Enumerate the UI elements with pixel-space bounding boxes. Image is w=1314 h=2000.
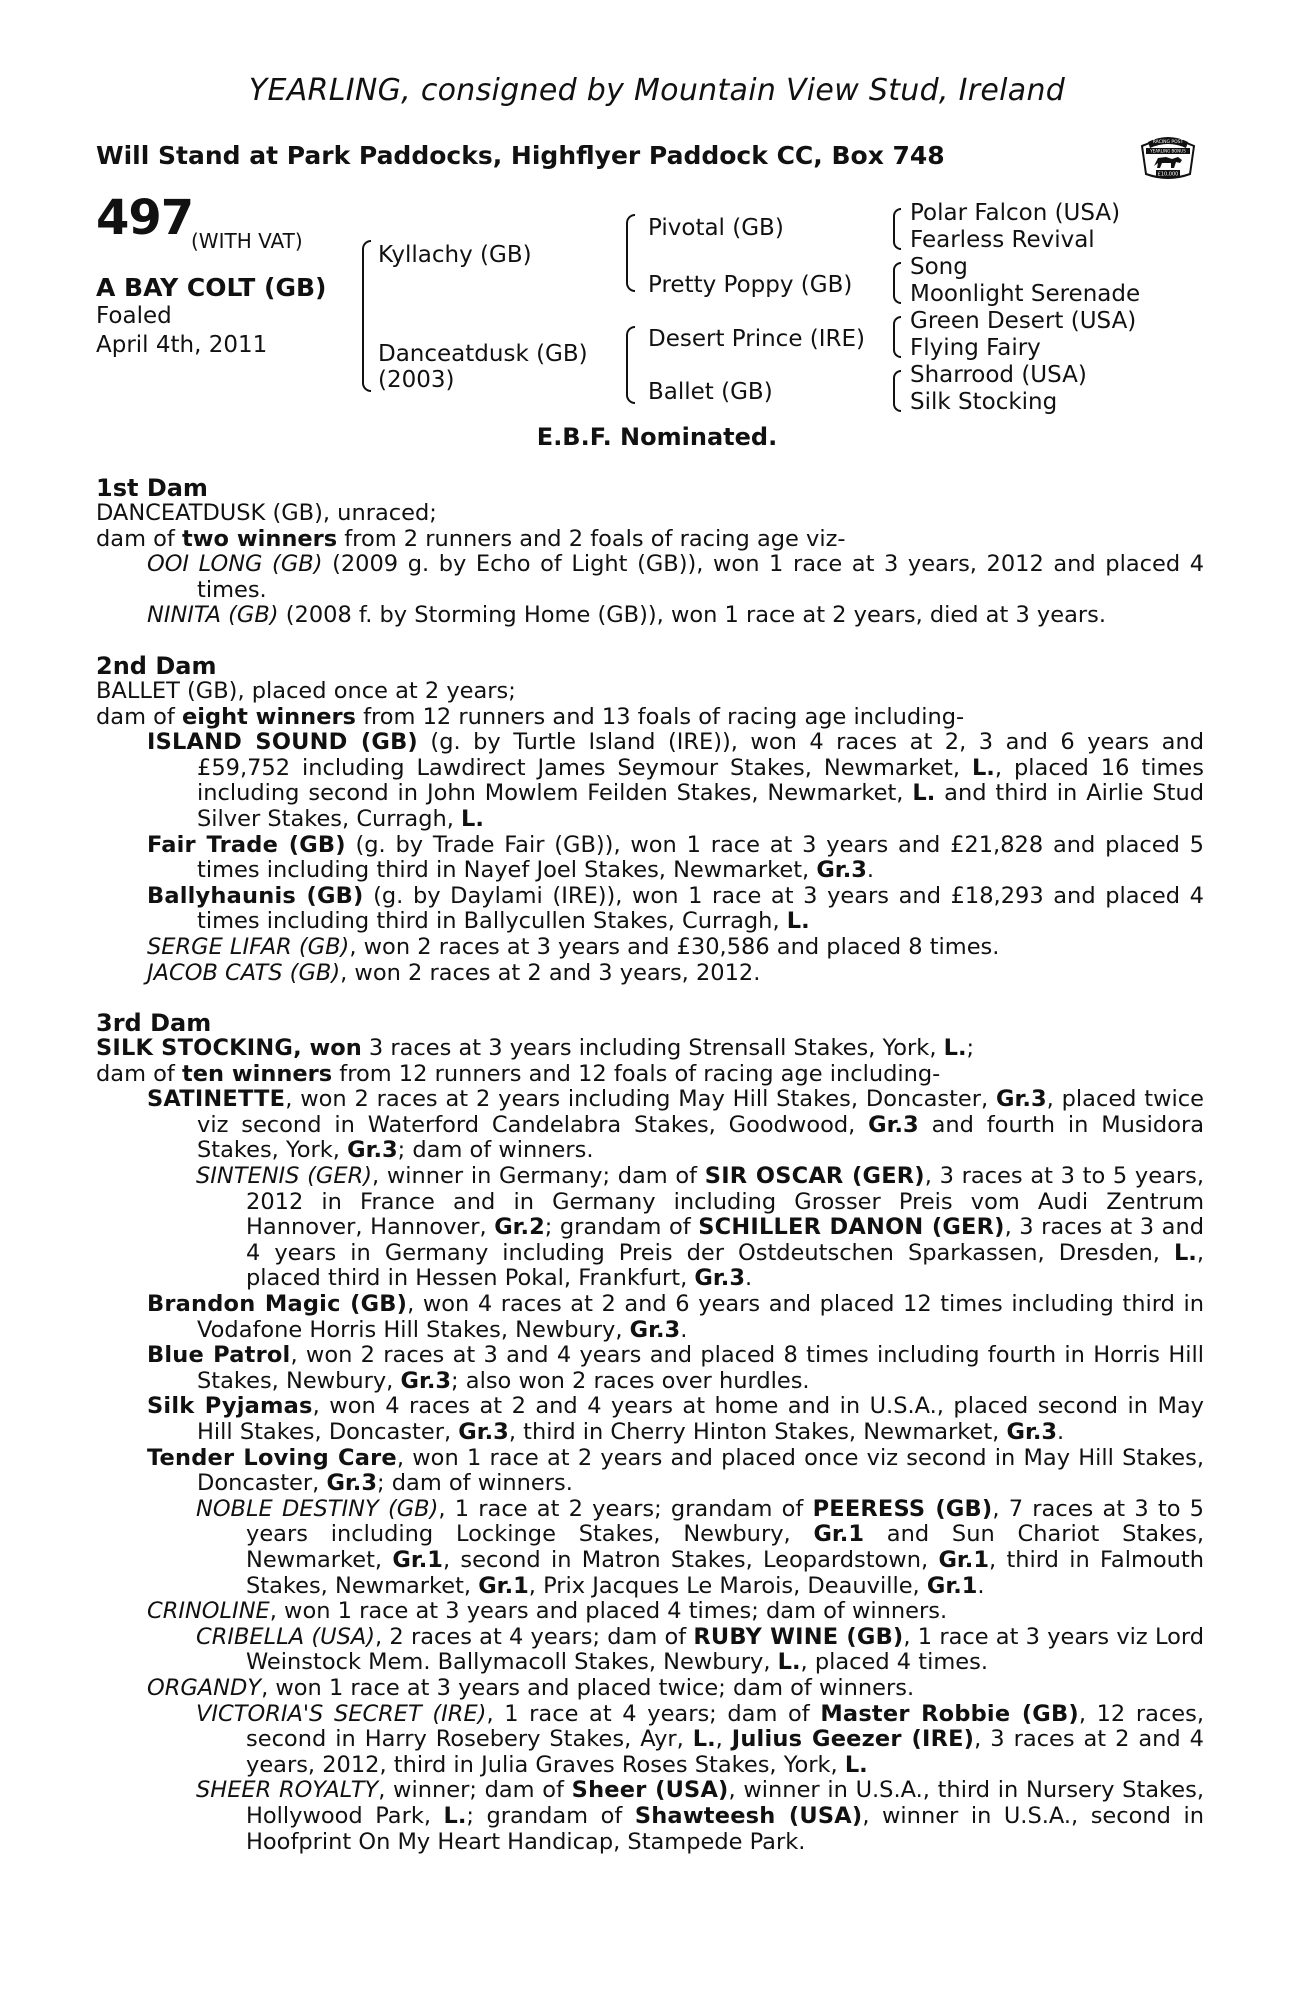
second-dam-summary: dam of eight winners from 12 runners and 13 foals of racing age including- (96, 703, 965, 730)
pedigree-ggp-4: Moonlight Serenade (910, 281, 1141, 307)
pedigree-brace-dam-parents (626, 326, 635, 404)
pedigree-ggp-6: Flying Fairy (910, 335, 1041, 361)
logo-text-mid: YEARLING BONUS (1150, 148, 1186, 154)
pedigree-brace-g3c (893, 316, 901, 358)
second-dam-line: BALLET (GB), placed once at 2 years; (96, 677, 516, 704)
foaled-block (96, 302, 267, 360)
pedigree-brace-sire-parents (626, 214, 635, 292)
foaled-date: April 4th, 2011 (96, 332, 268, 358)
ebf-nominated: E.B.F. Nominated. (536, 423, 778, 451)
first-dam-line: DANCEATDUSK (GB), unraced; (96, 500, 437, 526)
third-dam-progeny-organdy: ORGANDY, won 1 race at 3 years and placed twice; dam of winners. (147, 1674, 915, 1701)
third-dam-grandprogeny-sheer-royalty: SHEER ROYALTY, winner; dam of Sheer (USA), winner in U.S.A., third in Nursery Stakes, Hollywood Park, L.; grandam of Shawteesh (USA), winner in U.S.A., second in Hoofprint On My Heart Handicap, Stampede Park. (196, 1777, 1204, 1855)
second-dam-progeny-5: JACOB CATS (GB), won 2 races at 2 and 3 years, 2012. (147, 959, 761, 986)
second-dam-progeny-4: SERGE LIFAR (GB), won 2 races at 3 years and £30,586 and placed 8 times. (147, 933, 1000, 960)
pedigree-brace-g3d (893, 370, 901, 412)
racing-post-bonus-logo (1138, 130, 1198, 184)
third-dam-heading: 3rd Dam (96, 1009, 212, 1038)
second-dam-heading: 2nd Dam (96, 651, 217, 680)
third-dam-progeny-blue-patrol: Blue Patrol, won 2 races at 3 and 4 years and placed 8 times including fourth in Horris Hill Stakes, Newbury, Gr.3; also won 2 races over hurdles. (147, 1342, 1204, 1394)
logo-text-bottom: £10,000 (1157, 171, 1179, 178)
second-dam-progeny-2: Fair Trade (GB) (g. by Trade Fair (GB)), won 1 race at 3 years and £21,828 and placed 5 times including third in Nayef Joel Stakes, Newmarket, Gr.3. (147, 831, 1204, 884)
consignment-line: YEARLING, consigned by Mountain View Stud, Ireland (248, 73, 1066, 108)
pedigree-ggp-5: Green Desert (USA) (910, 308, 1137, 334)
pedigree-dam-year: (2003) (378, 367, 455, 393)
first-dam-progeny-2: NINITA (GB) (2008 f. by Storming Home (GB)), won 1 race at 2 years, died at 3 years. (147, 602, 1106, 629)
pedigree-sire-sire: Pivotal (GB) (648, 215, 784, 241)
pedigree-ggp-3: Song (910, 254, 968, 280)
third-dam-grandprogeny-sintenis: SINTENIS (GER), winner in Germany; dam of SIR OSCAR (GER), 3 races at 3 to 5 years, 2012 in France and in Germany including Grosser Preis vom Audi Zentrum Hannover, Hannover, Gr.2; grandam of SCHILLER DANON (GER), 3 races at 3 and 4 years in Germany including Preis der Ostdeutschen Sparkassen, Dresden, L., placed third in Hessen Pokal, Frankfurt, Gr.3. (196, 1163, 1205, 1292)
catalogue-body (96, 475, 1204, 1855)
logo-text-top: RACING POST (1152, 140, 1184, 145)
first-dam-heading: 1st Dam (96, 474, 208, 502)
pedigree-ggp-7: Sharrood (USA) (910, 362, 1087, 388)
pedigree-dam-sire: Desert Prince (IRE) (648, 326, 866, 352)
third-dam-progeny-silk-pyjamas: Silk Pyjamas, won 4 races at 2 and 4 years at home and in U.S.A., placed second in May Hill Stakes, Doncaster, Gr.3, third in Cherry Hinton Stakes, Newmarket, Gr.3. (147, 1393, 1204, 1445)
third-dam-grandprogeny-cribella: CRIBELLA (USA), 2 races at 4 years; dam of RUBY WINE (GB), 1 race at 3 years viz Lord Weinstock Mem. Ballymacoll Stakes, Newbury, L., placed 4 times. (196, 1623, 1204, 1676)
pedigree-dam-dam: Ballet (GB) (648, 379, 773, 405)
pedigree-dam: Danceatdusk (GB) (378, 341, 588, 367)
first-dam-summary: dam of two winners from 2 runners and 2 foals of racing age viz- (96, 525, 846, 552)
pedigree-brace-g3a (893, 208, 901, 250)
third-dam-progeny-brandon-magic: Brandon Magic (GB), won 4 races at 2 and 6 years and placed 12 times including third in Vodafone Horris Hill Stakes, Newbury, Gr.3. (147, 1291, 1204, 1343)
third-dam-line: SILK STOCKING, won 3 races at 3 years including Strensall Stakes, York, L.; (96, 1035, 975, 1062)
foaled-label: Foaled (96, 303, 172, 329)
pedigree-brace-g3b (893, 262, 901, 304)
third-dam-progeny-crinoline: CRINOLINE, won 1 race at 3 years and placed 4 times; dam of winners. (147, 1598, 948, 1625)
lot-name: A BAY COLT (GB) (96, 273, 327, 302)
location-line: Will Stand at Park Paddocks, Highflyer Paddock CC, Box 748 (96, 141, 945, 170)
pedigree-ggp-1: Polar Falcon (USA) (910, 200, 1121, 226)
third-dam-grandprogeny-noble-destiny: NOBLE DESTINY (GB), 1 race at 2 years; grandam of PEERESS (GB), 7 races at 3 to 5 years including Lockinge Stakes, Newbury, Gr.1 and Sun Chariot Stakes, Newmarket, Gr.1, second in Matron Stakes, Leopardstown, Gr.1, third in Falmouth Stakes, Newmarket, Gr.1, Prix Jacques Le Marois, Deauville, Gr.1. (196, 1495, 1204, 1599)
first-dam-progeny-1: OOI LONG (GB) (2009 g. by Echo of Light (GB)), won 1 race at 3 years, 2012 and placed 4 times. (147, 551, 1205, 603)
pedigree-ggp-8: Silk Stocking (910, 389, 1058, 415)
second-dam-progeny-3: Ballyhaunis (GB) (g. by Daylami (IRE)), won 1 race at 3 years and £18,293 and placed 4 times including third in Ballycullen Stakes, Curragh, L. (147, 882, 1204, 935)
third-dam-progeny-satinette: SATINETTE, won 2 races at 2 years including May Hill Stakes, Doncaster, Gr.3, placed twice viz second in Waterford Candelabra Stakes, Goodwood, Gr.3 and fourth in Musidora Stakes, York, Gr.3; dam of winners. (147, 1086, 1204, 1164)
lot-number: 497 (96, 190, 194, 246)
pedigree-brace-gen1 (362, 240, 371, 392)
third-dam-grandprogeny-victorias-secret: VICTORIA'S SECRET (IRE), 1 race at 4 years; dam of Master Robbie (GB), 12 races, second in Harry Rosebery Stakes, Ayr, L., Julius Geezer (IRE), 3 races at 2 and 4 years, 2012, third in Julia Graves Roses Stakes, York, L. (196, 1700, 1204, 1778)
pedigree-ggp-2: Fearless Revival (910, 227, 1095, 253)
pedigree-sire-dam: Pretty Poppy (GB) (648, 272, 853, 298)
third-dam-summary: dam of ten winners from 12 runners and 12 foals of racing age including- (96, 1060, 941, 1087)
second-dam-progeny-1: ISLAND SOUND (GB) (g. by Turtle Island (IRE)), won 4 races at 2, 3 and 6 years and £59,752 including Lawdirect James Seymour Stakes, Newmarket, L., placed 16 times including second in John Mowlem Feilden Stakes, Newmarket, L. and third in Airlie Stud Silver Stakes, Curragh, L. (147, 729, 1205, 832)
pedigree-sire: Kyllachy (GB) (378, 242, 532, 268)
third-dam-progeny-tender-loving-care: Tender Loving Care, won 1 race at 2 years and placed once viz second in May Hill Stakes, Doncaster, Gr.3; dam of winners. (147, 1444, 1204, 1497)
lot-vat: (WITH VAT) (191, 229, 303, 253)
